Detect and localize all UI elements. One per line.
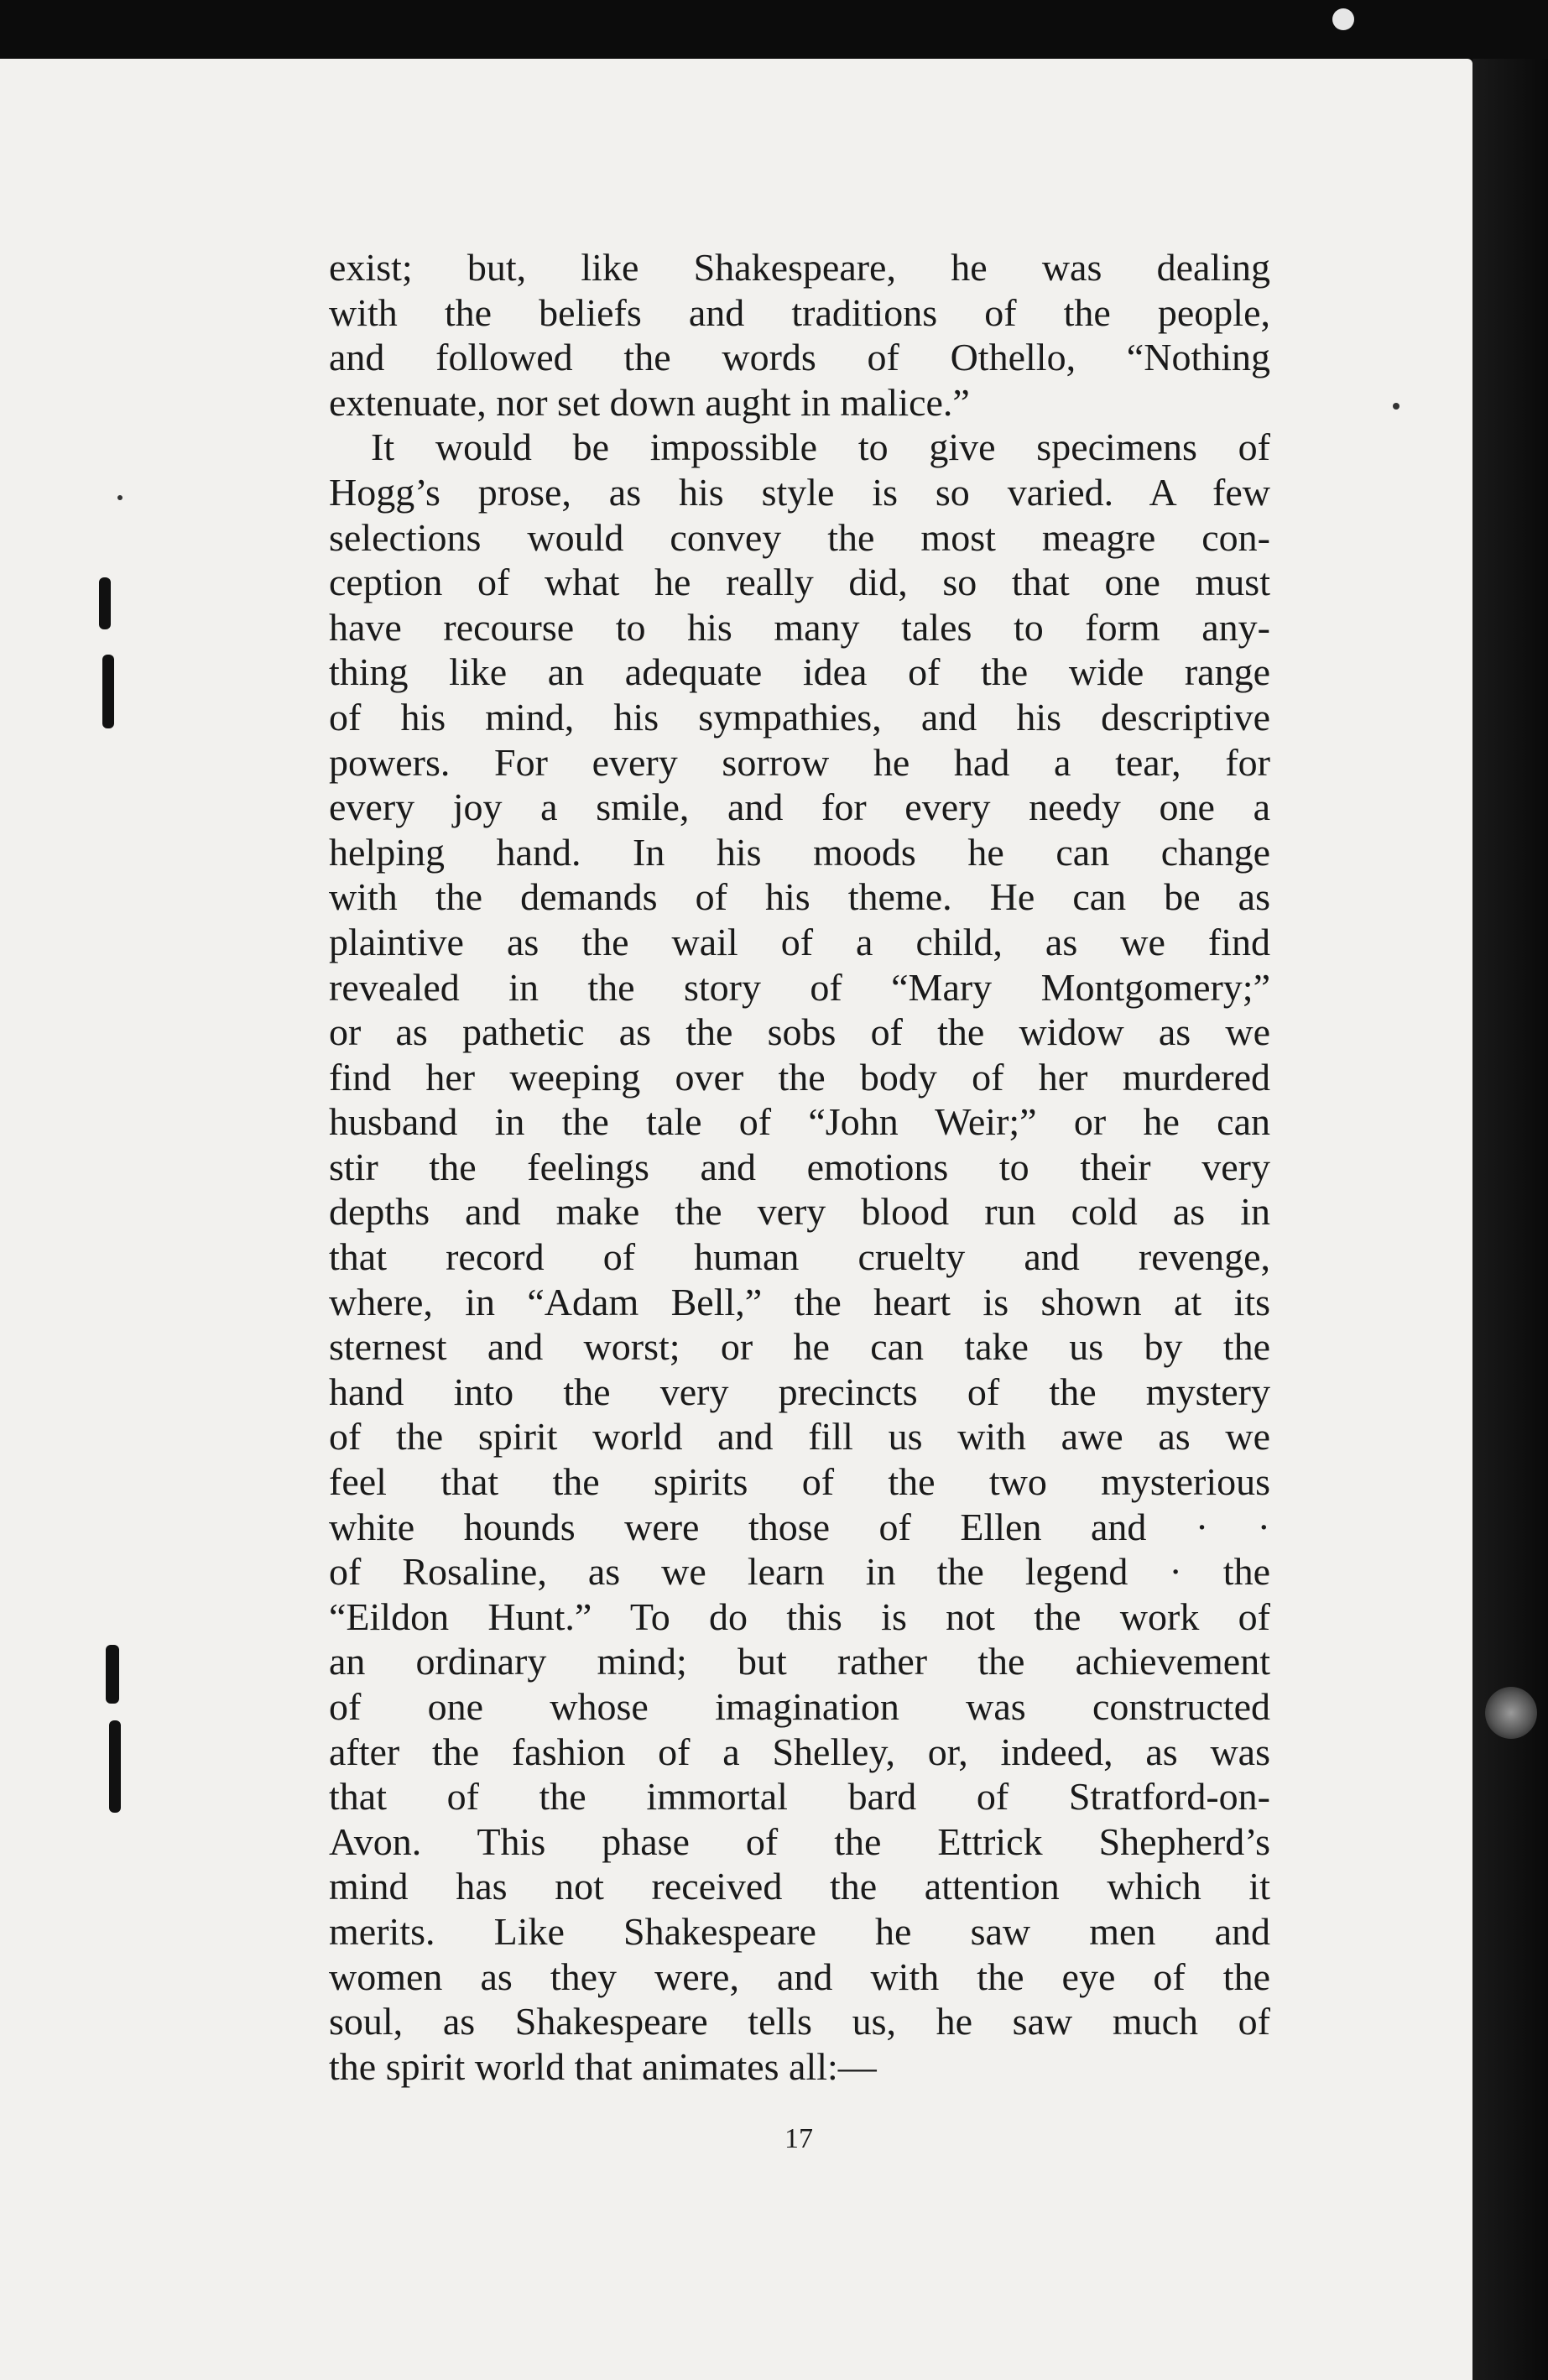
body-text [329, 245, 1270, 2089]
text-line: hand into the very precincts of the mystery [329, 1370, 1270, 1413]
binding-mark [109, 1720, 121, 1813]
text-line: powers. For every sorrow he had a tear, for [329, 740, 1270, 784]
scan-speck [117, 495, 122, 500]
text-line: selections would convey the most meagre con- [329, 515, 1270, 559]
text-line: find her weeping over the body of her murdered [329, 1055, 1270, 1099]
scan-smudge [1485, 1687, 1537, 1739]
text-line: of one whose imagination was constructed [329, 1685, 1270, 1728]
text-line: husband in the tale of “John Weir;” or he can [329, 1100, 1270, 1144]
text-line: exist; but, like Shakespeare, he was dealing [329, 246, 1270, 289]
text-line: every joy a smile, and for every needy one a [329, 786, 1270, 829]
text-line: extenuate, nor set down aught in malice.” [329, 380, 970, 424]
text-line: thing like an adequate idea of the wide range [329, 650, 1270, 694]
text-line: Hogg’s prose, as his style is so varied. A few [329, 470, 1270, 514]
binding-mark [99, 577, 111, 629]
text-line: merits. Like Shakespeare he saw men and [329, 1909, 1270, 1953]
binding-mark [106, 1645, 119, 1704]
text-line: mind has not received the attention which it [329, 1865, 1270, 1908]
text-line: and followed the words of Othello, “Nothing [329, 336, 1270, 379]
page-number: 17 [784, 2123, 813, 2154]
text-line: soul, as Shakespeare tells us, he saw much of [329, 2000, 1270, 2043]
text-line: of the spirit world and fill us with awe as we [329, 1415, 1270, 1459]
text-line: with the beliefs and traditions of the people, [329, 290, 1270, 334]
text-line: depths and make the very blood run cold as in [329, 1190, 1270, 1234]
text-line: feel that the spirits of the two mysterious [329, 1460, 1270, 1504]
text-line: “Eildon Hunt.” To do this is not the work of [329, 1594, 1270, 1638]
text-line: Avon. This phase of the Ettrick Shepherd’s [329, 1819, 1270, 1863]
text-line: white hounds were those of Ellen and · · [329, 1505, 1270, 1548]
text-line: helping hand. In his moods he can change [329, 830, 1270, 874]
text-line: with the demands of his theme. He can be as [329, 875, 1270, 919]
text-line: or as pathetic as the sobs of the widow as we [329, 1010, 1270, 1054]
text-line: an ordinary mind; but rather the achievement [329, 1640, 1270, 1683]
text-line: the spirit world that animates all:— [329, 2044, 877, 2088]
page-edge-shadow [1472, 59, 1548, 2380]
text-line: It would be impossible to give specimens of [371, 425, 1270, 469]
text-line: of Rosaline, as we learn in the legend · the [329, 1550, 1270, 1594]
scan-corner-mark [1332, 8, 1354, 30]
scan-speck [1393, 403, 1399, 410]
text-line: sternest and worst; or he can take us by the [329, 1325, 1270, 1369]
text-line: of his mind, his sympathies, and his descriptive [329, 695, 1270, 739]
text-line: stir the feelings and emotions to their very [329, 1145, 1270, 1188]
text-line: plaintive as the wail of a child, as we find [329, 920, 1270, 963]
text-line: that record of human cruelty and revenge, [329, 1235, 1270, 1279]
text-line: women as they were, and with the eye of the [329, 1955, 1270, 1998]
text-line: after the fashion of a Shelley, or, indeed, as was [329, 1730, 1270, 1773]
text-line: revealed in the story of “Mary Montgomery;” [329, 965, 1270, 1009]
text-line: where, in “Adam Bell,” the heart is shown at its [329, 1280, 1270, 1323]
text-line: that of the immortal bard of Stratford-on- [329, 1775, 1270, 1819]
text-line: have recourse to his many tales to form any- [329, 605, 1270, 649]
binding-mark [102, 655, 114, 728]
text-line: ception of what he really did, so that one must [329, 561, 1270, 604]
